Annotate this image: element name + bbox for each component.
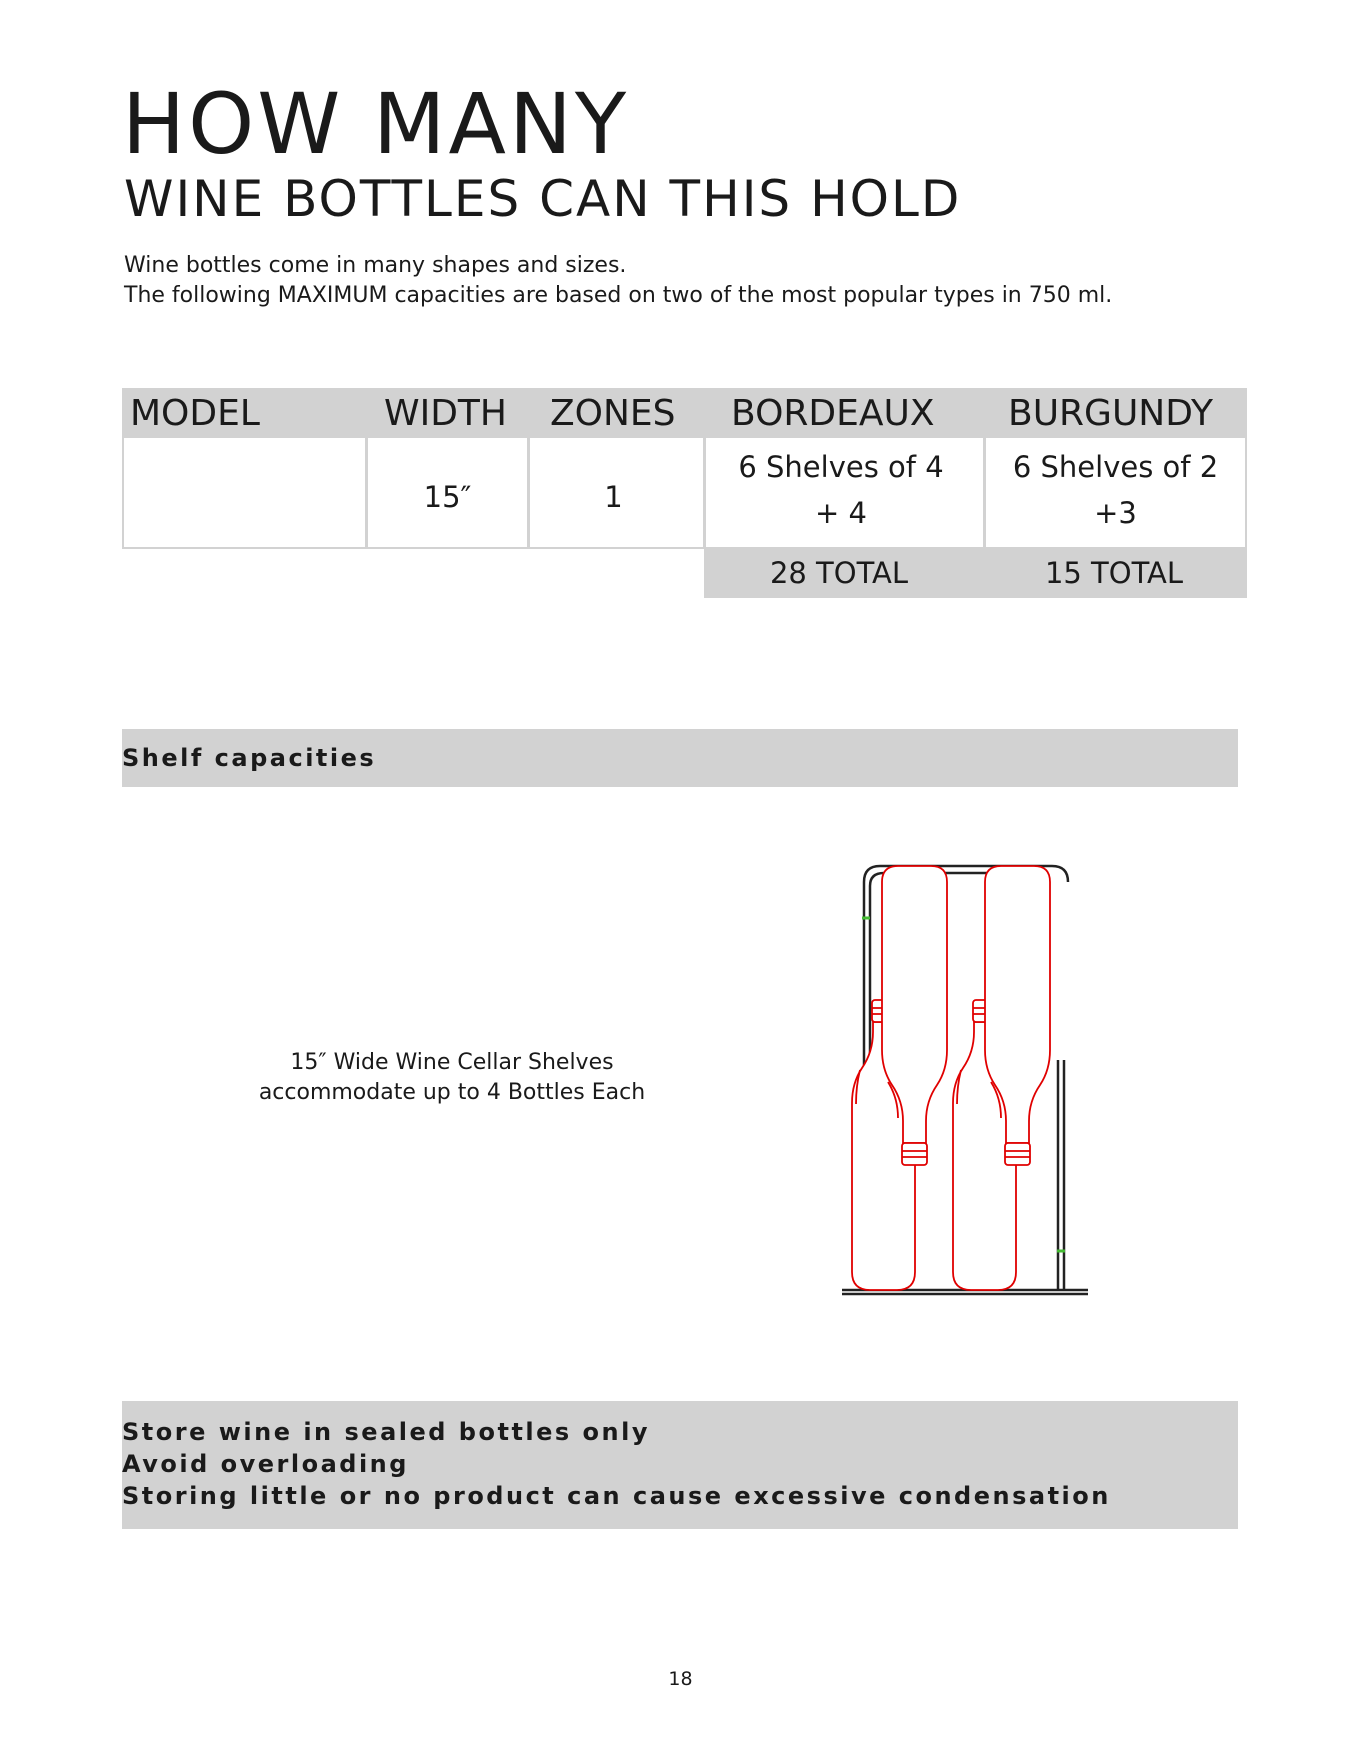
shelf-capacities-banner [122,729,1238,787]
note-sealed-bottles: Store wine in sealed bottles only [122,1418,650,1446]
cell-zones-value: 1 [604,480,623,514]
header-burgundy: BURGUNDY [1008,393,1213,434]
notes-list [122,1416,1111,1512]
table-header-row [122,388,1247,436]
wine-shelf-diagram [840,860,1100,1300]
page-title: HOW MANY [122,75,630,173]
intro-line-1: Wine bottles come in many shapes and sizes. [124,253,627,278]
cell-width-value: 15″ [423,480,472,514]
totals-row [704,549,1247,598]
shelf-caption-line-1: 15″ Wide Wine Cellar Shelves [290,1050,614,1075]
shelf-caption [252,1048,652,1108]
header-zones: ZONES [550,393,676,434]
cell-width [366,436,529,549]
cell-burgundy [984,436,1247,549]
page-subtitle: WINE BOTTLES CAN THIS HOLD [124,170,962,228]
cell-bordeaux [704,436,985,549]
note-avoid-overloading: Avoid overloading [122,1450,409,1478]
notes-banner [122,1401,1238,1529]
header-model: MODEL [130,393,260,434]
cell-model [122,436,367,549]
intro-line-2: The following MAXIMUM capacities are based on two of the most popular types in 750 ml. [124,283,1113,308]
intro-text [124,251,1112,311]
header-width: WIDTH [384,393,507,434]
shelf-caption-line-2: accommodate up to 4 Bottles Each [258,1080,646,1105]
bottle-group [852,866,1050,1290]
note-condensation: Storing little or no product can cause excessive condensation [122,1482,1111,1510]
cell-zones [528,436,705,549]
cell-burgundy-line1: 6 Shelves of 2 [1012,450,1219,484]
cell-burgundy-line2: +3 [1094,496,1137,530]
total-burgundy: 15 TOTAL [1044,556,1184,590]
cell-bordeaux-line2: + 4 [815,496,867,530]
cell-bordeaux-line1: 6 Shelves of 4 [738,450,944,484]
page-number: 18 [668,1668,693,1690]
header-bordeaux: BORDEAUX [731,393,935,434]
total-bordeaux: 28 TOTAL [769,556,909,590]
shelf-capacities-heading: Shelf capacities [122,744,377,772]
